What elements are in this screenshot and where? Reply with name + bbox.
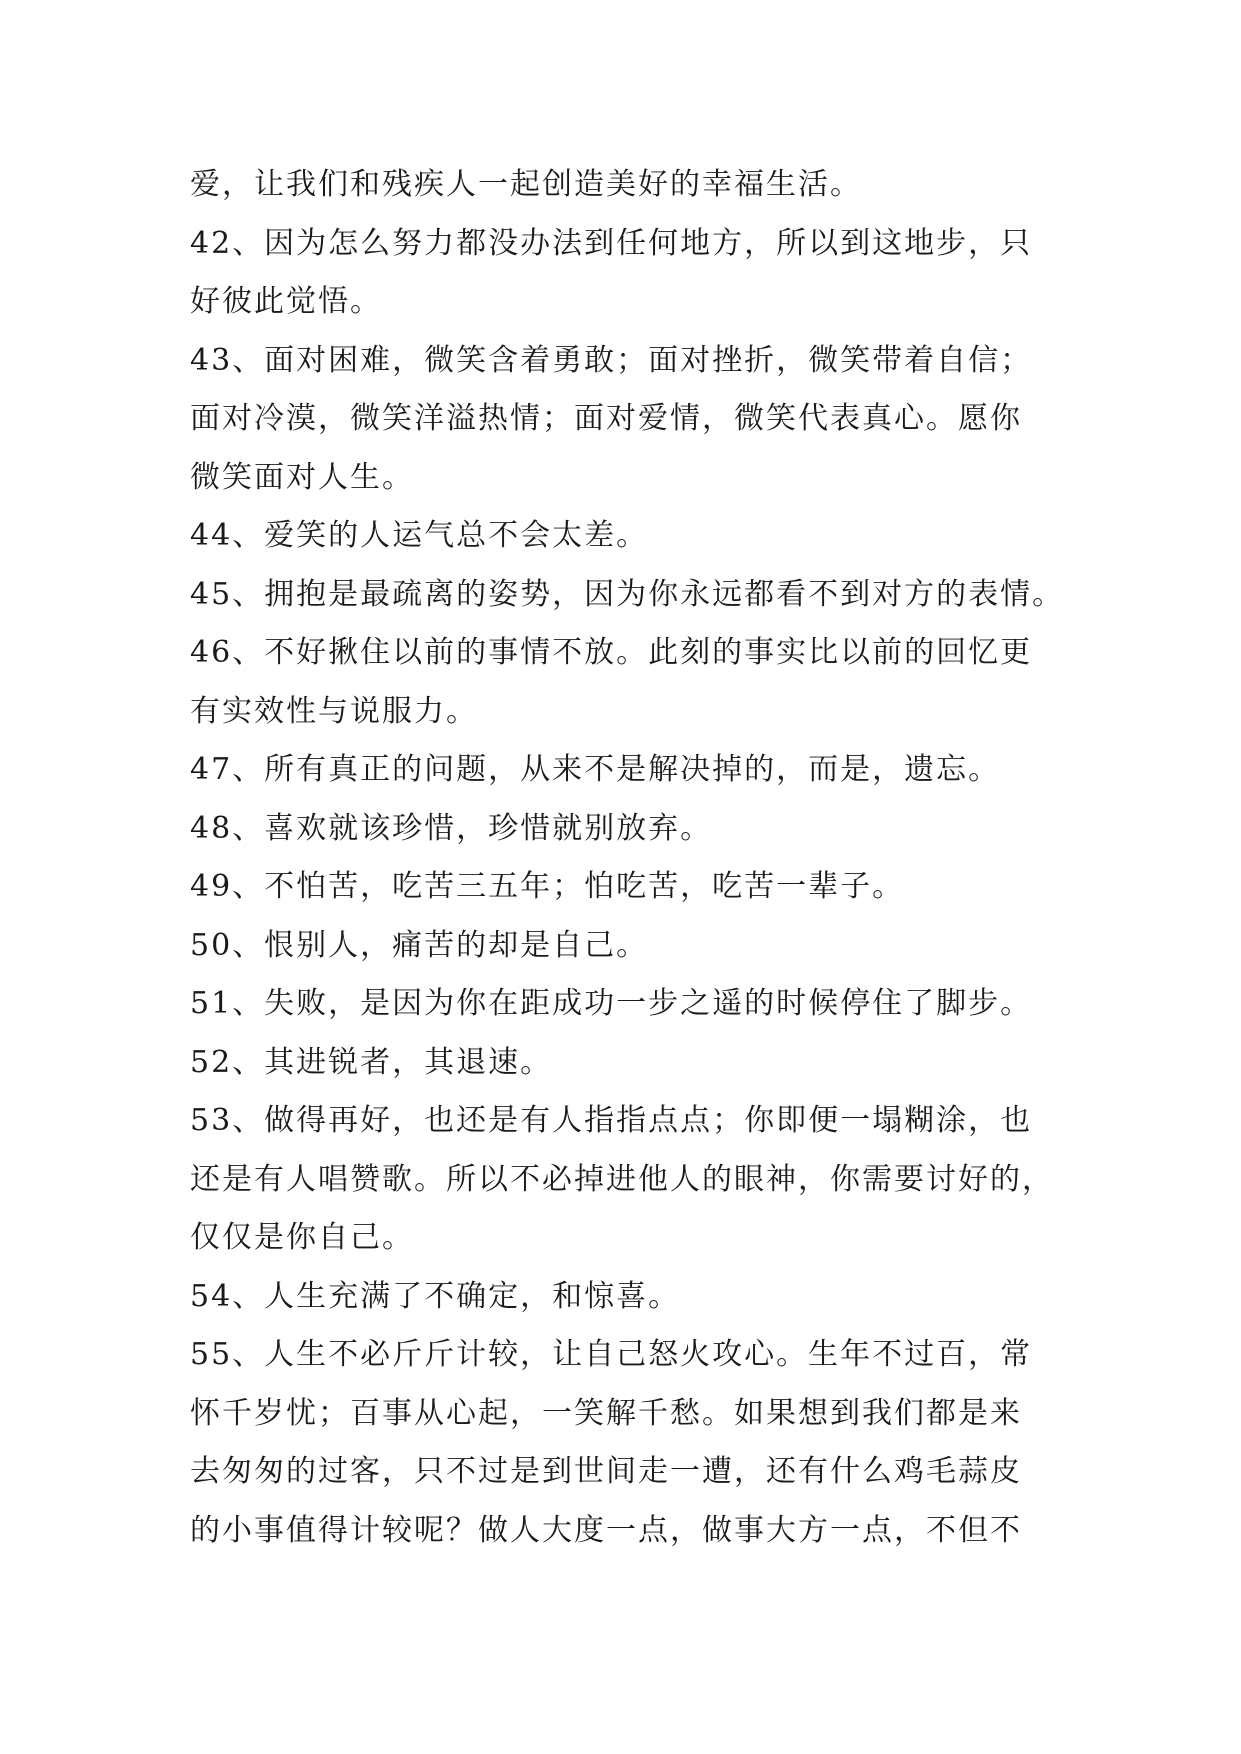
text-line: 爱，让我们和残疾人一起创造美好的幸福生活。	[190, 167, 862, 202]
text-line: 46、不好揪住以前的事情不放。此刻的事实比以前的回忆更	[190, 635, 1033, 670]
text-line: 55、人生不必斤斤计较，让自己怒火攻心。生年不过百，常	[190, 1337, 1033, 1372]
text-line: 51、失败，是因为你在距成功一步之遥的时候停住了脚步。	[190, 986, 1033, 1021]
text-line: 50、恨别人，痛苦的却是自己。	[190, 927, 649, 963]
text-line: 53、做得再好，也还是有人指指点点；你即便一塌糊涂，也	[190, 1103, 1033, 1138]
text-line: 48、喜欢就该珍惜，珍惜就别放弃。	[190, 810, 713, 846]
text-line: 好彼此觉悟。	[190, 284, 382, 319]
text-line: 42、因为怎么努力都没办法到任何地方，所以到这地步，只	[190, 225, 1033, 261]
text-line: 的小事值得计较呢？做人大度一点，做事大方一点，不但不	[190, 1512, 1022, 1548]
text-line: 面对冷漠，微笑洋溢热情；面对爱情，微笑代表真心。愿你	[190, 401, 1022, 436]
text-line: 去匆匆的过客，只不过是到世间走一遭，还有什么鸡毛蒜皮	[190, 1454, 1022, 1489]
text-line: 44、爱笑的人运气总不会太差。	[190, 518, 649, 553]
text-line: 还是有人唱赞歌。所以不必掉进他人的眼神，你需要讨好的，	[190, 1161, 1054, 1197]
document-body	[190, 156, 1070, 1560]
text-line: 45、拥抱是最疏离的姿势，因为你永远都看不到对方的表情。	[190, 576, 1065, 612]
text-line: 54、人生充满了不确定，和惊喜。	[190, 1278, 681, 1314]
text-line: 52、其进锐者，其退速。	[190, 1044, 553, 1080]
text-line: 43、面对困难，微笑含着勇敢；面对挫折，微笑带着自信；	[190, 342, 1033, 378]
text-line: 怀千岁忧；百事从心起，一笑解千愁。如果想到我们都是来	[190, 1395, 1022, 1431]
text-line: 仅仅是你自己。	[190, 1220, 414, 1255]
text-line: 有实效性与说服力。	[190, 693, 478, 729]
text-line: 微笑面对人生。	[190, 459, 414, 495]
text-line: 49、不怕苦，吃苦三五年；怕吃苦，吃苦一辈子。	[190, 869, 905, 904]
text-line: 47、所有真正的问题，从来不是解决掉的，而是，遗忘。	[190, 752, 1001, 787]
